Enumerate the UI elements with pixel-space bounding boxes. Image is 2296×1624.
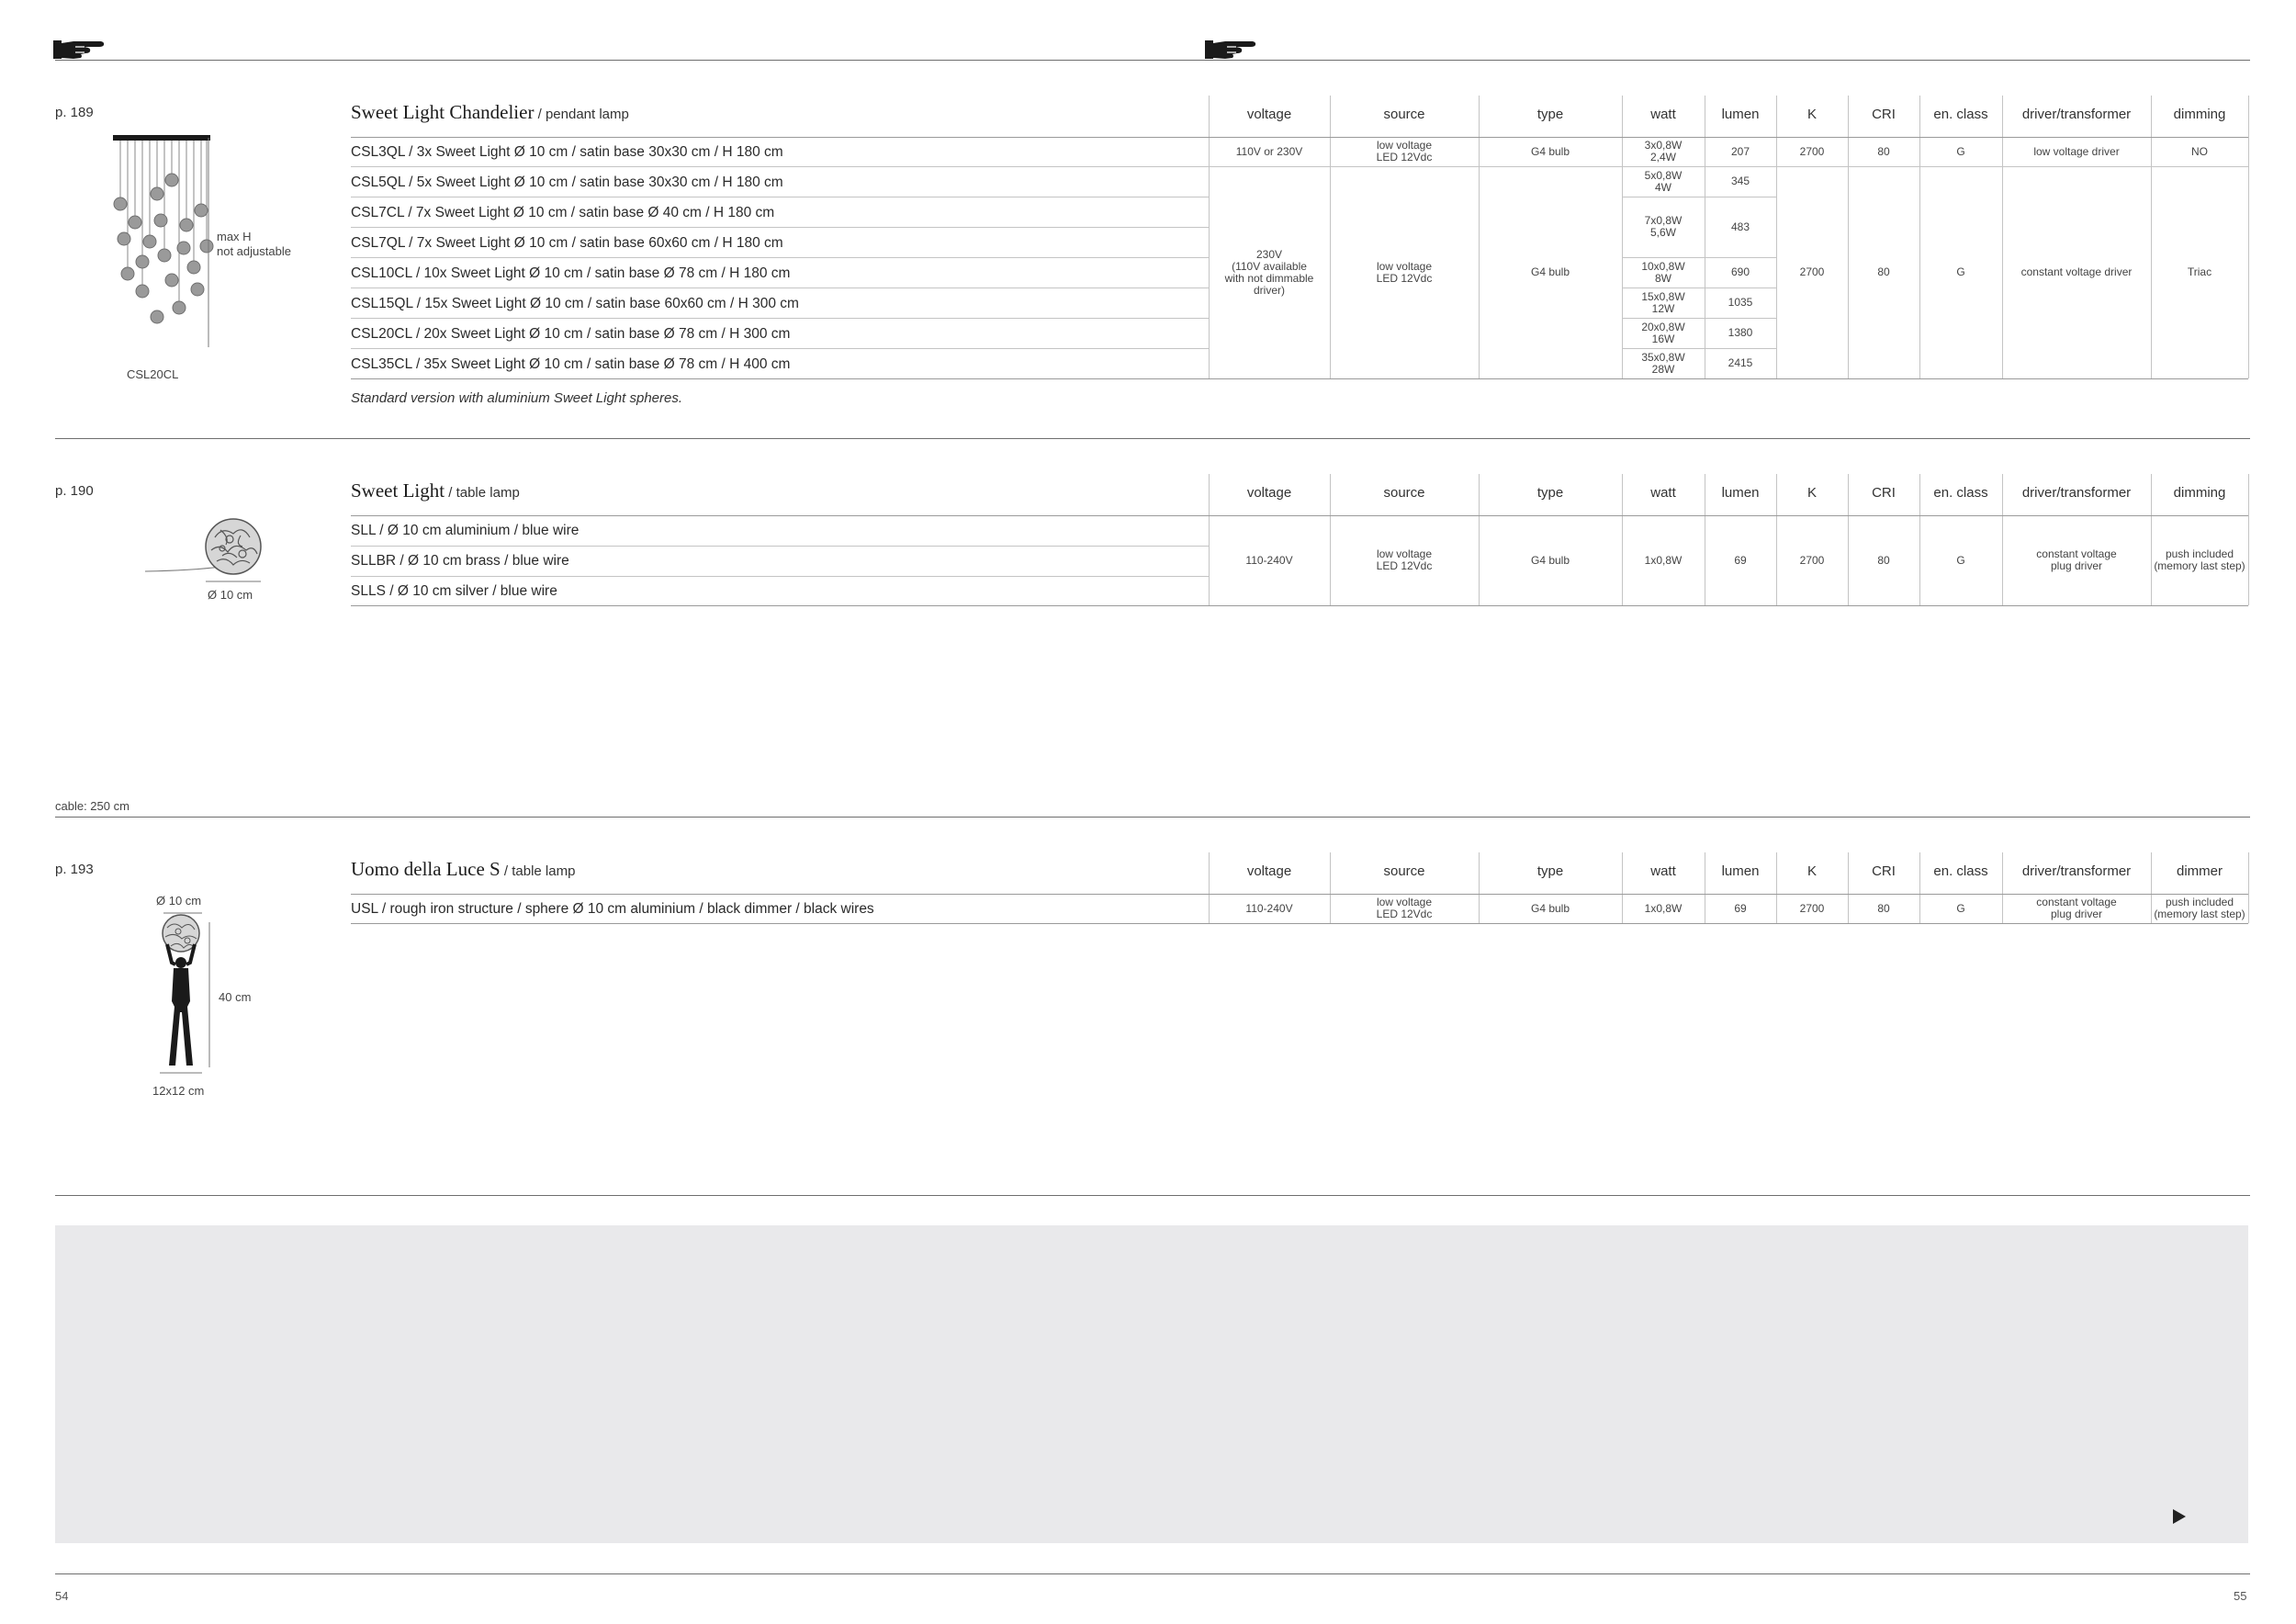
header-source: source	[1383, 106, 1425, 122]
header-k: K	[1806, 106, 1817, 122]
header-dimming: dimming	[2173, 106, 2226, 122]
top-rule	[55, 60, 2250, 61]
cell-cri: 80	[1877, 553, 1890, 567]
cell-cri: 80	[1877, 901, 1890, 915]
cell-watt: 35x0,8W 28W	[1641, 350, 1685, 376]
pointing-hand-icon-left	[53, 35, 108, 61]
uomo-della-luce-illustration	[147, 909, 220, 1075]
product-type: / table lamp	[445, 485, 520, 501]
product-name: Sweet Light	[351, 479, 445, 502]
header-source: source	[1383, 484, 1425, 501]
sweet-light-illustration	[138, 510, 276, 588]
header-en-class: en. class	[1933, 484, 1988, 501]
max-height-label: max H not adjustable	[217, 230, 291, 258]
page-number-left: 54	[55, 1589, 69, 1603]
bottom-rule	[55, 1573, 2250, 1574]
cell-voltage: 110V or 230V	[1235, 144, 1303, 158]
header-lumen: lumen	[1721, 863, 1760, 879]
header-voltage: voltage	[1246, 863, 1292, 879]
figure-caption: Ø 10 cm	[208, 588, 253, 602]
product-title	[351, 101, 629, 124]
header-en-class: en. class	[1933, 106, 1988, 122]
cell-watt: 15x0,8W 12W	[1641, 289, 1685, 315]
cell-dimming: Triac	[2187, 265, 2212, 278]
cell-watt: 7x0,8W 5,6W	[1644, 214, 1683, 239]
header-dimmer: dimmer	[2176, 863, 2223, 879]
header-voltage: voltage	[1246, 484, 1292, 501]
cell-k: 2700	[1799, 553, 1825, 567]
next-arrow-icon[interactable]	[2173, 1509, 2186, 1524]
cell-dimmer: push included (memory last step)	[2154, 896, 2245, 920]
table-row: CSL15QL / 15x Sweet Light Ø 10 cm / satin base 60x60 cm / H 300 cm	[351, 296, 799, 311]
cell-source: low voltage LED 12Vdc	[1376, 896, 1433, 920]
table-row: CSL10CL / 10x Sweet Light Ø 10 cm / satin base Ø 78 cm / H 180 cm	[351, 265, 791, 281]
header-watt: watt	[1650, 863, 1676, 879]
product-name: Sweet Light Chandelier	[351, 101, 535, 123]
table-row: CSL7CL / 7x Sweet Light Ø 10 cm / satin base Ø 40 cm / H 180 cm	[351, 205, 775, 220]
cell-driver: constant voltage plug driver	[2036, 547, 2117, 572]
cell-driver: constant voltage plug driver	[2036, 896, 2117, 920]
section-divider	[55, 817, 2250, 818]
cell-lumen: 207	[1730, 144, 1750, 158]
product-name: Uomo della Luce S	[351, 858, 501, 880]
cell-en-class: G	[1956, 144, 1965, 158]
cell-en-class: G	[1956, 901, 1965, 915]
header-dimming: dimming	[2173, 484, 2226, 501]
table-row: CSL35CL / 35x Sweet Light Ø 10 cm / satin base Ø 78 cm / H 400 cm	[351, 356, 791, 372]
cell-dimming: NO	[2191, 144, 2208, 158]
cell-lumen: 2415	[1728, 356, 1753, 369]
page-ref: p. 190	[55, 483, 94, 499]
header-lumen: lumen	[1721, 484, 1760, 501]
header-k: K	[1806, 484, 1817, 501]
table-row: SLL / Ø 10 cm aluminium / blue wire	[351, 523, 580, 538]
header-watt: watt	[1650, 484, 1676, 501]
table-row: CSL20CL / 20x Sweet Light Ø 10 cm / satin base Ø 78 cm / H 300 cm	[351, 326, 791, 342]
header-cri: CRI	[1872, 106, 1896, 122]
header-type: type	[1536, 106, 1564, 122]
header-driver: driver/transformer	[2021, 484, 2132, 501]
header-watt: watt	[1650, 106, 1676, 122]
header-cri: CRI	[1872, 863, 1896, 879]
cell-en-class: G	[1956, 265, 1965, 278]
cell-cri: 80	[1877, 265, 1890, 278]
section-divider	[55, 438, 2250, 439]
table-row: SLLBR / Ø 10 cm brass / blue wire	[351, 553, 569, 569]
cell-watt: 1x0,8W	[1644, 901, 1683, 915]
empty-panel	[55, 1225, 2248, 1543]
cable-footnote: cable: 250 cm	[55, 799, 129, 813]
cell-k: 2700	[1799, 144, 1825, 158]
header-source: source	[1383, 863, 1425, 879]
cell-watt: 3x0,8W 2,4W	[1644, 139, 1683, 164]
section-note: Standard version with aluminium Sweet Light spheres.	[351, 390, 683, 406]
cell-lumen: 1380	[1728, 326, 1753, 339]
section-divider	[55, 1195, 2250, 1196]
cell-source: low voltage LED 12Vdc	[1376, 259, 1433, 285]
cell-voltage: 230V (110V available with not dimmable driver)	[1224, 247, 1314, 297]
cell-lumen: 1035	[1728, 296, 1753, 309]
header-type: type	[1536, 863, 1564, 879]
cell-cri: 80	[1877, 144, 1890, 158]
table-row: CSL7QL / 7x Sweet Light Ø 10 cm / satin base 60x60 cm / H 180 cm	[351, 235, 783, 251]
page-ref: p. 189	[55, 105, 94, 120]
cell-en-class: G	[1956, 553, 1965, 567]
cell-driver: constant voltage driver	[2020, 265, 2133, 278]
table-row: CSL5QL / 5x Sweet Light Ø 10 cm / satin base 30x30 cm / H 180 cm	[351, 175, 783, 190]
cell-voltage: 110-240V	[1245, 553, 1293, 567]
header-driver: driver/transformer	[2021, 106, 2132, 122]
cell-watt: 1x0,8W	[1644, 553, 1683, 567]
cell-k: 2700	[1799, 265, 1825, 278]
cell-lumen: 69	[1734, 901, 1747, 915]
cell-watt: 5x0,8W 4W	[1644, 168, 1683, 194]
height-label: 40 cm	[219, 990, 252, 1004]
sphere-diameter-label: Ø 10 cm	[156, 894, 202, 908]
product-type: / table lamp	[500, 863, 576, 879]
cell-lumen: 483	[1730, 220, 1750, 233]
cell-k: 2700	[1799, 901, 1825, 915]
page-ref: p. 193	[55, 862, 94, 877]
pointing-hand-icon-right	[1205, 35, 1260, 61]
page-number-right: 55	[2234, 1589, 2247, 1603]
cell-driver: low voltage driver	[2033, 144, 2120, 158]
table-row: USL / rough iron structure / sphere Ø 10 cm aluminium / black dimmer / black wires	[351, 901, 874, 917]
header-k: K	[1806, 863, 1817, 879]
table-row: CSL3QL / 3x Sweet Light Ø 10 cm / satin base 30x30 cm / H 180 cm	[351, 144, 783, 160]
header-type: type	[1536, 484, 1564, 501]
product-title	[351, 858, 575, 881]
cell-voltage: 110-240V	[1245, 901, 1293, 915]
table-row: SLLS / Ø 10 cm silver / blue wire	[351, 583, 557, 599]
cell-lumen: 69	[1734, 553, 1747, 567]
cell-dimming: push included (memory last step)	[2154, 547, 2245, 572]
cell-watt: 10x0,8W 8W	[1641, 259, 1685, 285]
header-cri: CRI	[1872, 484, 1896, 501]
header-driver: driver/transformer	[2021, 863, 2132, 879]
cell-source: low voltage LED 12Vdc	[1376, 139, 1433, 164]
figure-caption: CSL20CL	[127, 367, 179, 381]
product-type: / pendant lamp	[534, 107, 629, 122]
cell-lumen: 690	[1730, 265, 1750, 278]
header-lumen: lumen	[1721, 106, 1760, 122]
product-title	[351, 479, 520, 502]
header-voltage: voltage	[1246, 106, 1292, 122]
cell-source: low voltage LED 12Vdc	[1376, 547, 1433, 572]
base-size-label: 12x12 cm	[152, 1084, 205, 1098]
cell-type: G4 bulb	[1530, 144, 1570, 158]
cell-watt: 20x0,8W 16W	[1641, 320, 1685, 345]
cell-type: G4 bulb	[1530, 901, 1570, 915]
header-en-class: en. class	[1933, 863, 1988, 879]
cell-type: G4 bulb	[1530, 265, 1570, 278]
cell-lumen: 345	[1730, 175, 1750, 187]
cell-type: G4 bulb	[1530, 553, 1570, 567]
